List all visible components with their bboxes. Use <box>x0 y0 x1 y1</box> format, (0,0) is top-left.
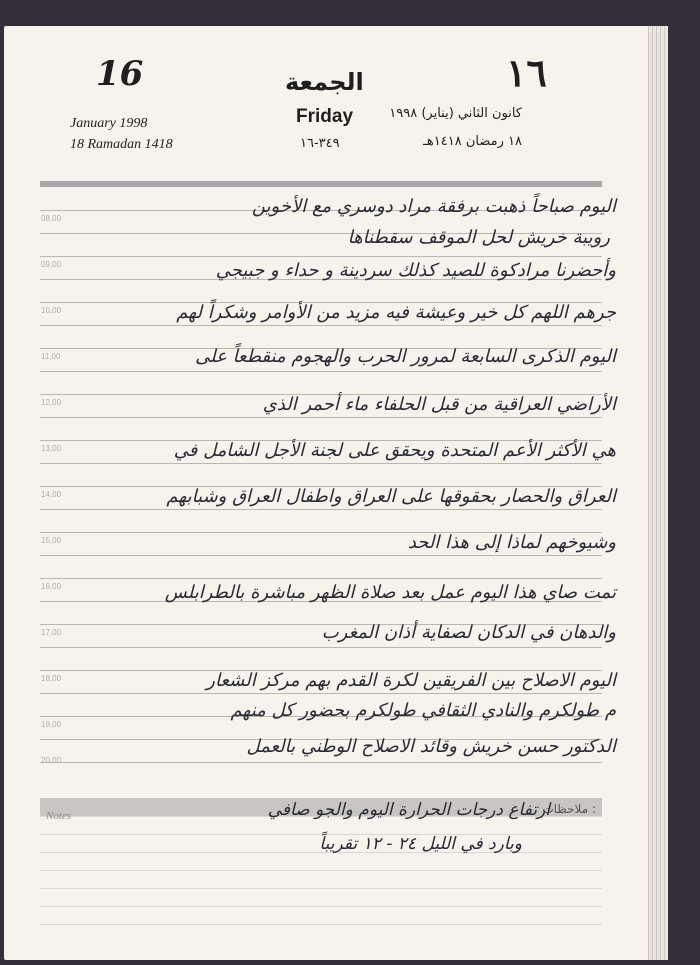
note-line: ارتفاع درجات الحرارة اليوم والجو صافي <box>267 800 550 820</box>
time-label: 17,00 <box>41 628 62 637</box>
time-label: 11,00 <box>41 352 61 361</box>
time-label: 18,00 <box>41 674 62 683</box>
time-label: 13,00 <box>41 444 62 453</box>
day-number-ar: ١٦ <box>506 50 547 95</box>
time-label: 15,00 <box>41 536 62 545</box>
page-edge <box>664 26 668 960</box>
weekday-ar: الجمعة <box>285 68 364 96</box>
diary-line: وأحضرنا مرادكوة للصيد كذلك سردينة و حداء و جبيجي <box>215 260 616 281</box>
time-label: 10,00 <box>41 306 62 315</box>
diary-line: اليوم صباحاً ذهبت برفقة مراد دوسري مع الأخوين <box>251 196 616 217</box>
diary-line: والدهان في الدكان لصفاية أذان المغرب <box>321 622 616 643</box>
diary-line: م طولكرم والنادي الثقافي طولكرم بحضور كل منهم <box>230 700 616 721</box>
time-label: 12,00 <box>41 398 62 407</box>
diary-line: العراق والحصار بحقوقها على العراق واطفال العراق وشبابهم <box>166 486 616 507</box>
note-line: وبارد في الليل ٢٤ - ١٢ تقريباً <box>319 834 522 854</box>
time-label: 08,00 <box>41 214 62 223</box>
ruled-line <box>40 325 602 326</box>
diary-line: هي الأكثر الأعم المتحدة ويحقق على لجنة الأجل الشامل في <box>173 440 616 461</box>
time-label: 20,00 <box>41 756 62 765</box>
ruled-line <box>40 555 602 556</box>
ruled-line <box>40 371 602 372</box>
gregorian-date-ar: كانون الثاني (يناير) ١٩٩٨ <box>389 106 522 121</box>
ruled-line <box>40 693 602 694</box>
ruled-line <box>40 762 602 763</box>
diary-line: الأراضي العراقية من قبل الحلفاء ماء أحمر الذي <box>262 394 616 415</box>
diary-line: جرهم اللهم كل خير وعيشة فيه مزيد من الأوامر وشكراً لهم <box>176 302 616 323</box>
time-label: 19,00 <box>41 720 62 729</box>
time-label: 09,00 <box>41 260 62 269</box>
ruled-line <box>40 417 602 418</box>
diary-line: تمت صاي هذا اليوم عمل بعد صلاة الظهر مباشرة بالطرابلس <box>164 582 616 603</box>
year-day-counter: ٣٤٩-١٦ <box>300 136 340 151</box>
ruled-line <box>40 509 602 510</box>
notes-label-ar: ملاحظات : <box>542 802 596 816</box>
ruled-line <box>40 578 602 579</box>
day-number-en: 16 <box>96 54 144 94</box>
diary-line: الدكتور حسن خريش وقائد الاصلاح الوطني بالعمل <box>246 736 616 757</box>
time-label: 16,00 <box>41 582 62 591</box>
hijri-date-ar: ١٨ رمضان ١٤١٨هـ <box>423 134 522 149</box>
hijri-date-en: 18 Ramadan 1418 <box>70 137 173 152</box>
ruled-line <box>40 463 602 464</box>
time-label: 14,00 <box>41 490 62 499</box>
ruled-line <box>40 256 602 257</box>
notes-label-en: Notes <box>46 810 72 822</box>
diary-line: اليوم الاصلاح بين الفريقين لكرة القدم بهم مركز الشعار <box>206 670 616 691</box>
gregorian-date-en: January 1998 <box>70 116 148 131</box>
diary-line: وشيوخهم لماذا إلى هذا الحد <box>407 532 616 553</box>
diary-line: رويبة خريش لحل الموقف سقطناها <box>347 227 610 248</box>
diary-line: اليوم الذكرى السابعة لمرور الحرب والهجوم منقطعاً على <box>195 346 616 367</box>
ruled-line <box>40 647 602 648</box>
weekday-en: Friday <box>296 106 354 127</box>
